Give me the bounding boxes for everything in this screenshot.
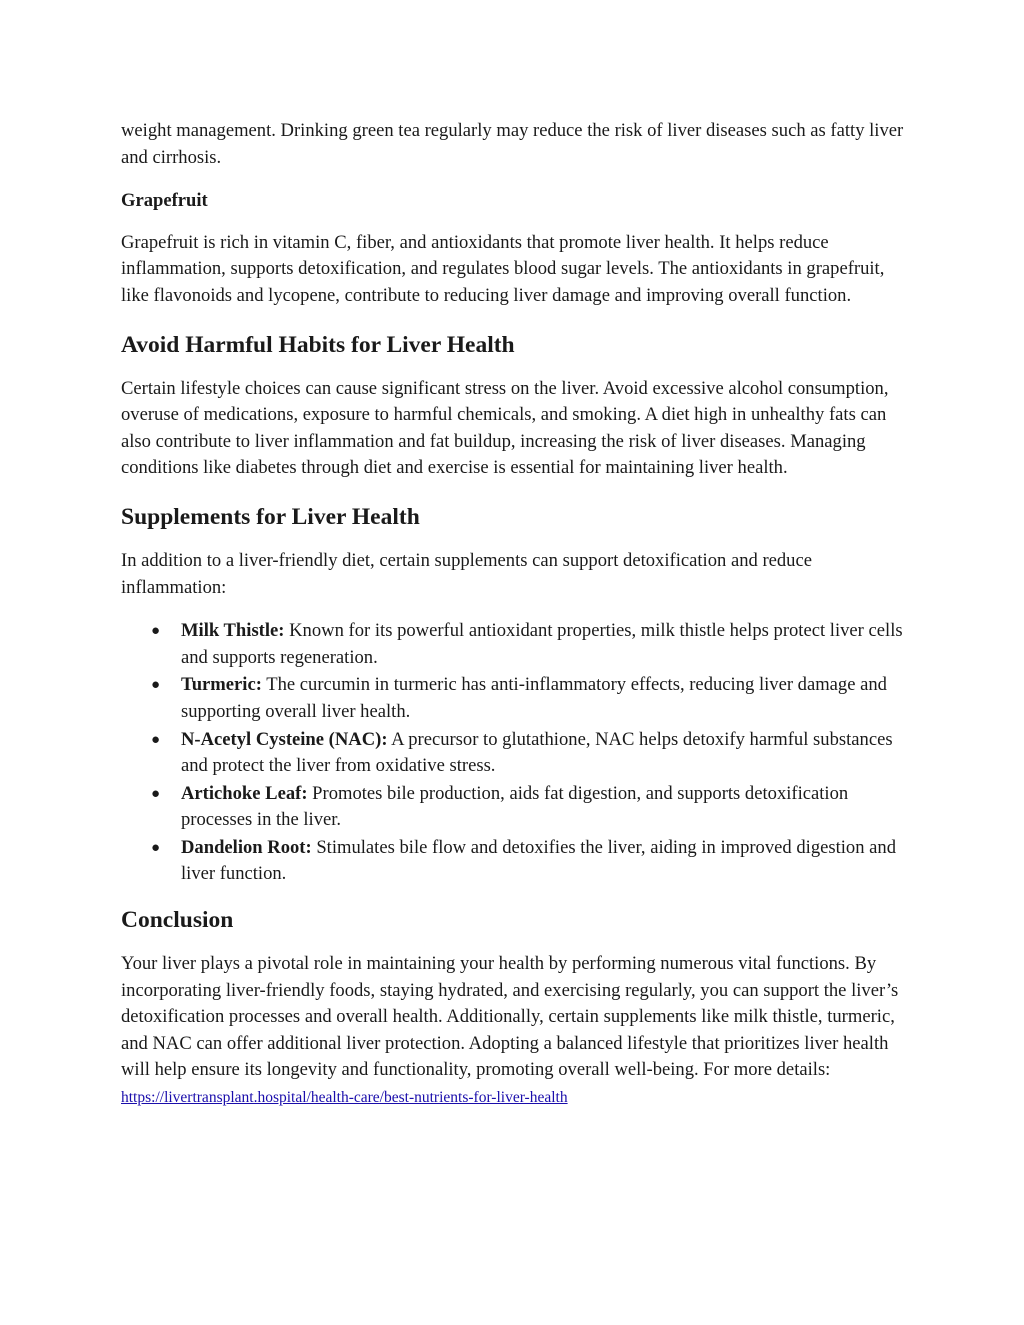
intro-continuation-paragraph: weight management. Drinking green tea regularly may reduce the risk of liver diseases such as fatty liver and cirrhosis. (121, 120, 904, 168)
list-item (151, 672, 905, 725)
supplement-term: Milk Thistle: (181, 620, 285, 642)
supplement-term: Turmeric: (181, 674, 262, 696)
conclusion-text: Your liver plays a pivotal role in maintaining your health by performing numerous vital functions. By incorporating liver-friendly foods, staying hydrated, and exercising regularly, you can support the liver’s detoxification processes and overall health. Additionally, certain supplements like milk thistle, turmeric, and NAC can offer additional liver protection. Adopting a balanced lifestyle that prioritizes liver health will help ensure its longevity and functionality, promoting overall well-being. For more details: (121, 953, 899, 1081)
habits-paragraph: Certain lifestyle choices can cause significant stress on the liver. Avoid excessive alcohol consumption, overuse of medications, exposure to harmful chemicals, and smoking. A diet high in unhealthy fats can also contribute to liver inflammation and fat buildup, increasing the risk of liver diseases. Managing conditions like diabetes through diet and exercise is essential for maintaining liver health. (121, 377, 889, 479)
supplement-term: N-Acetyl Cysteine (NAC): (181, 728, 388, 750)
supplements-heading: Supplements for Liver Health (121, 503, 420, 530)
supplements-list (121, 618, 905, 888)
bullet-icon: ● (151, 839, 161, 856)
supplement-term: Dandelion Root: (181, 836, 312, 858)
grapefruit-heading: Grapefruit (121, 190, 208, 212)
bullet-icon: ● (151, 677, 161, 694)
supplement-description: A precursor to glutathione, NAC helps detoxify harmful substances and protect the liver from oxidative stress. (181, 728, 893, 777)
bullet-icon: ● (151, 731, 161, 748)
supplement-description: Stimulates bile flow and detoxifies the liver, aiding in improved digestion and liver function. (181, 836, 897, 885)
supplement-description: Known for its powerful antioxidant properties, milk thistle helps protect liver cells and supports regeneration. (181, 620, 903, 668)
document-page (121, 118, 905, 1112)
conclusion-paragraph (121, 951, 905, 1112)
supplements-intro: In addition to a liver-friendly diet, certain supplements can support detoxification and reduce inflammation: (121, 549, 812, 598)
list-item (151, 781, 905, 834)
list-item (151, 727, 905, 780)
list-item (151, 618, 905, 671)
bullet-icon: ● (151, 785, 161, 802)
habits-heading: Avoid Harmful Habits for Liver Health (121, 331, 515, 358)
list-item (151, 835, 905, 888)
conclusion-heading: Conclusion (121, 907, 234, 934)
supplement-description: Promotes bile production, aids fat digestion, and supports detoxification processes in the liver. (181, 782, 849, 831)
bullet-icon: ● (151, 623, 161, 640)
details-link[interactable]: https://livertransplant.hospital/health-care/best-nutrients-for-liver-health (121, 1089, 568, 1107)
supplement-description: The curcumin in turmeric has anti-inflammatory effects, reducing liver damage and supporting overall liver health. (181, 674, 887, 722)
grapefruit-paragraph: Grapefruit is rich in vitamin C, fiber, and antioxidants that promote liver health. It helps reduce inflammation, supports detoxification, and regulates blood sugar levels. The antioxidants in grapefruit, like flavonoids and lycopene, contribute to reducing liver damage and improving overall function. (121, 231, 885, 306)
supplement-term: Artichoke Leaf: (181, 782, 308, 804)
